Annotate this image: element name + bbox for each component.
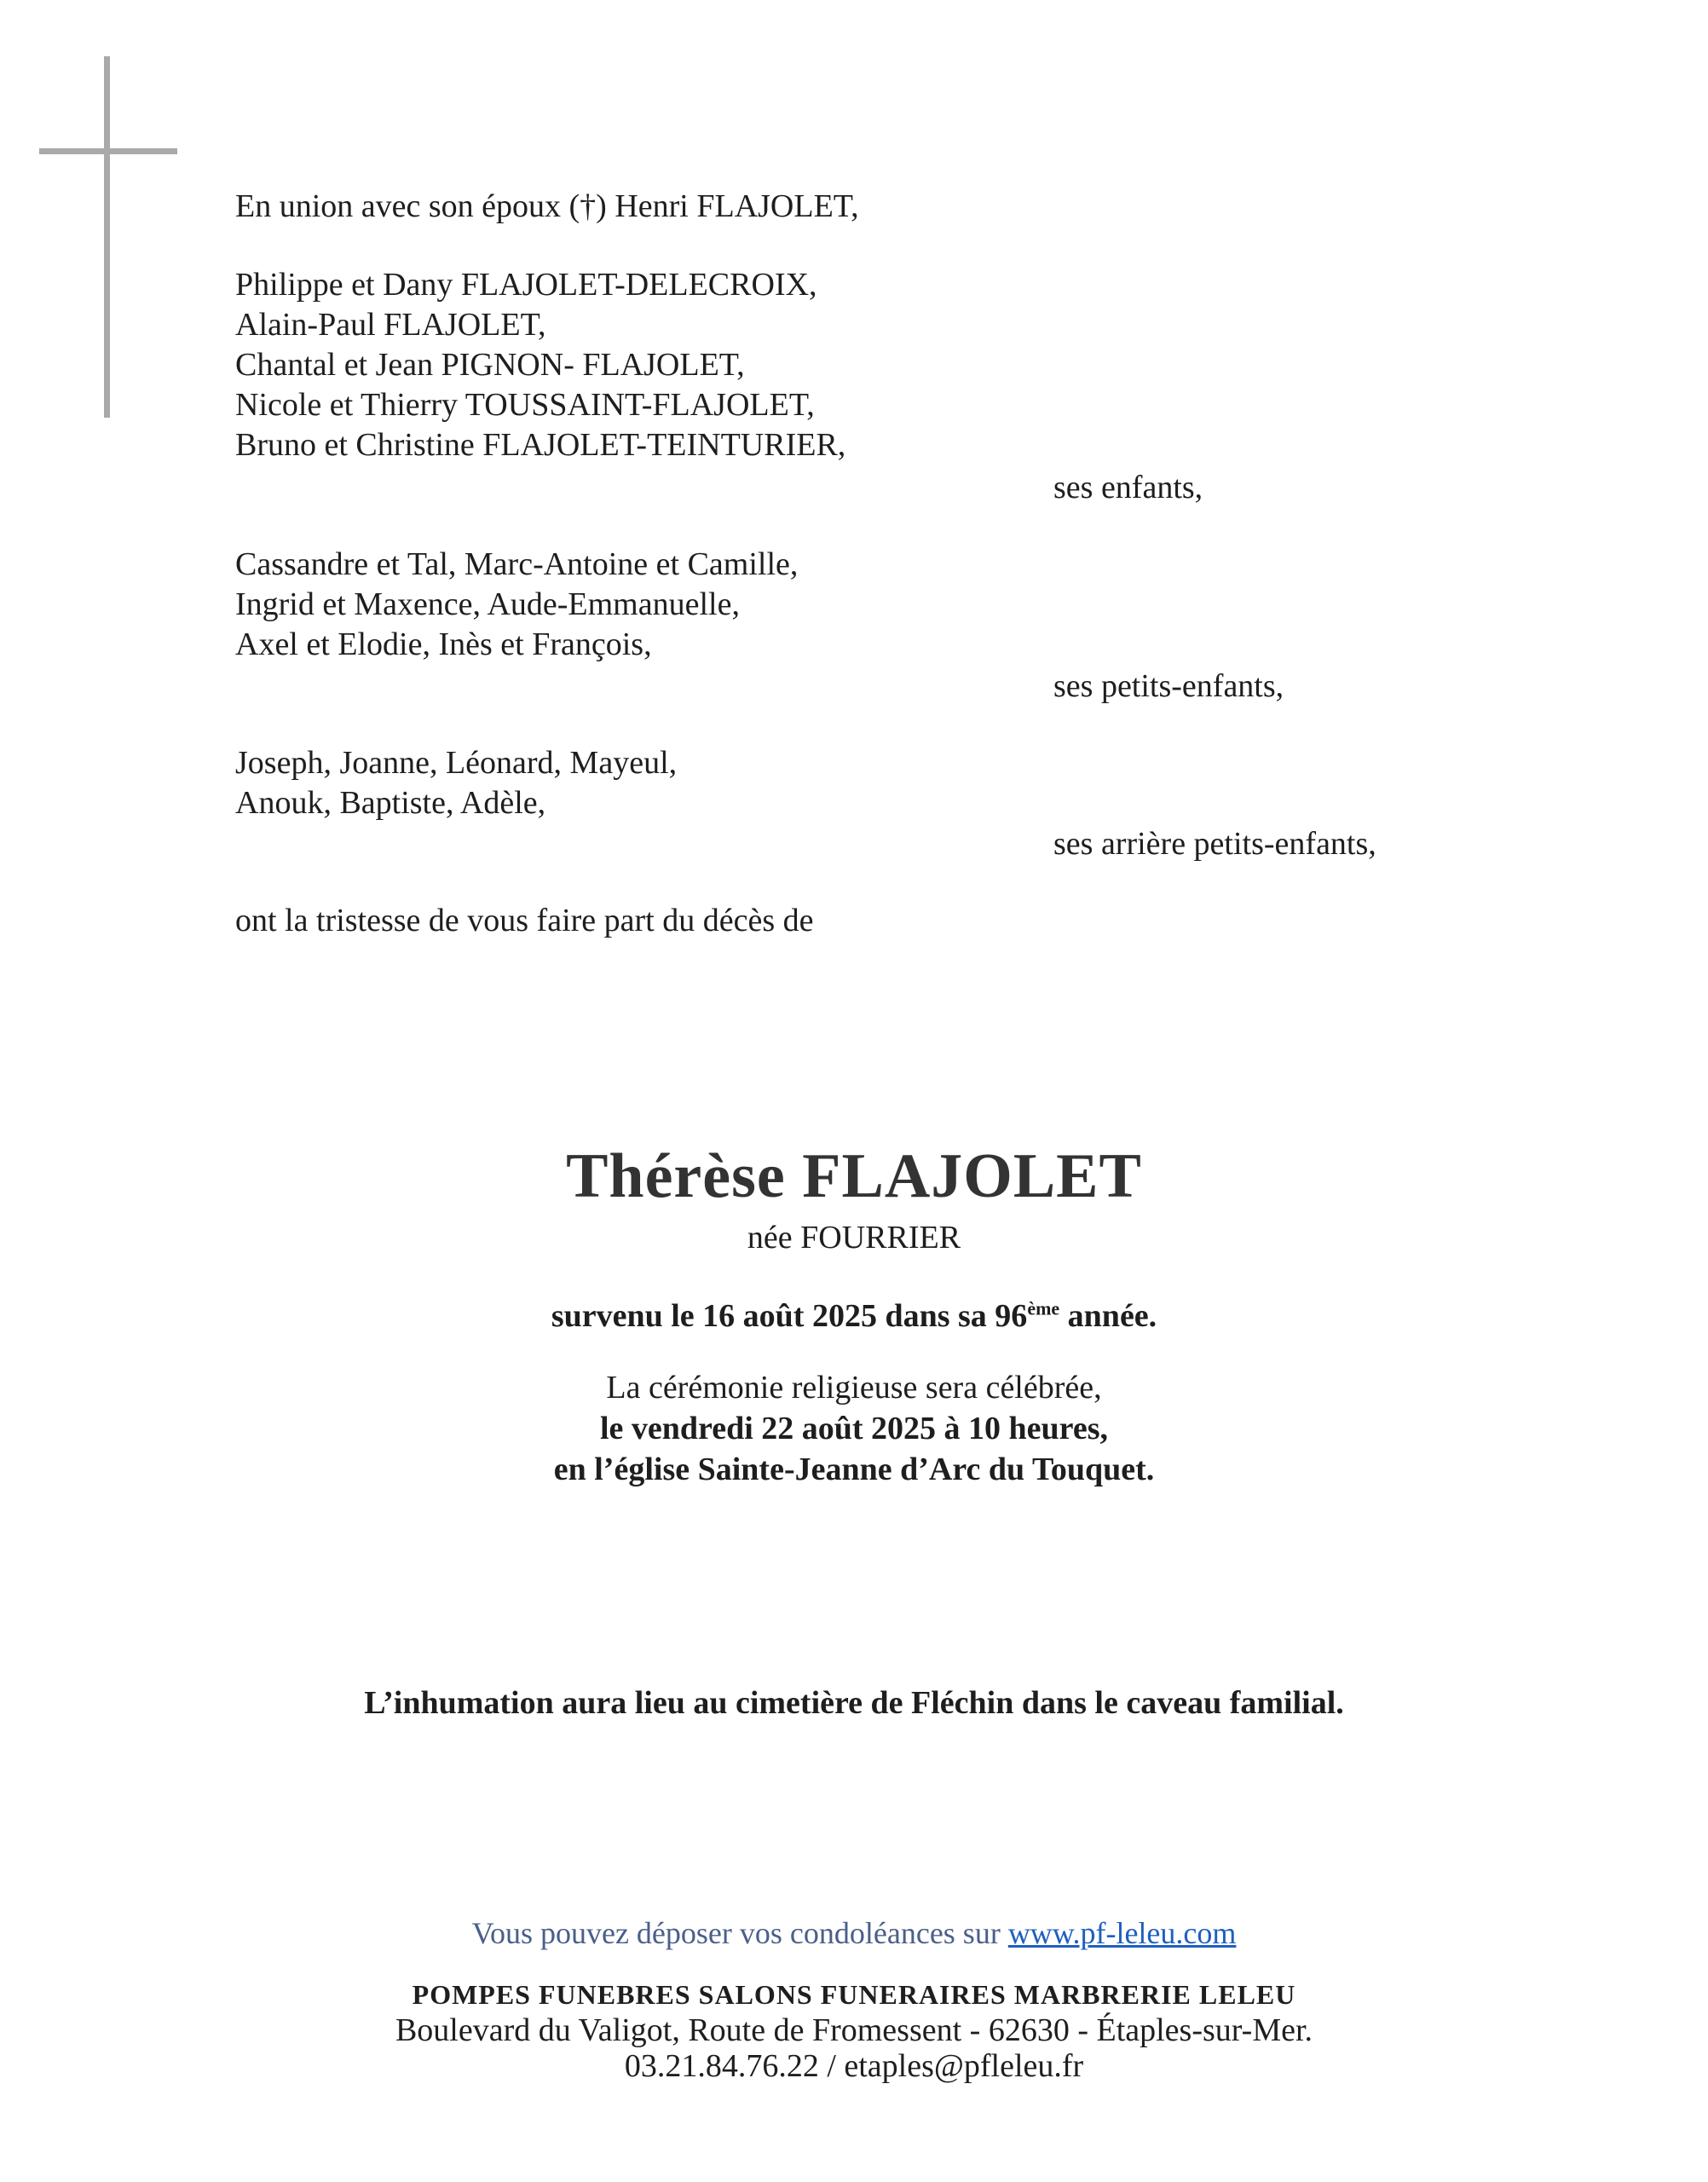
- ceremony-line-1: La cérémonie religieuse sera célébrée,: [606, 1370, 1102, 1406]
- announcement-line: ont la tristesse de vous faire part du décès de: [235, 903, 814, 938]
- great-grandchildren-2: Anouk, Baptiste, Adèle,: [235, 785, 546, 821]
- burial-line: L’inhumation aura lieu au cimetière de Fléchin dans le caveau familial.: [364, 1685, 1344, 1721]
- condolence-link[interactable]: www.pf-leleu.com: [1007, 1916, 1237, 1950]
- grandchildren-2: Ingrid et Maxence, Aude-Emmanuelle,: [235, 586, 740, 622]
- grandchildren-3: Axel et Elodie, Inès et François,: [235, 626, 652, 662]
- child-4: Nicole et Thierry TOUSSAINT-FLAJOLET,: [235, 387, 815, 423]
- great-grandchildren-1: Joseph, Joanne, Léonard, Mayeul,: [235, 745, 678, 781]
- ceremony-line-3: en l’église Sainte-Jeanne d’Arc du Touquet.: [553, 1452, 1155, 1487]
- death-ordinal: ème: [1027, 1297, 1060, 1319]
- condolence-text: Vous pouvez déposer vos condoléances sur: [471, 1916, 1008, 1950]
- ceremony-line-2: le vendredi 22 août 2025 à 10 heures,: [599, 1411, 1109, 1446]
- grandchildren-label: ses petits-enfants,: [1053, 668, 1284, 704]
- latin-cross-icon: [104, 56, 110, 418]
- great-grandchildren-label: ses arrière petits-enfants,: [1053, 826, 1376, 862]
- funeral-home-name: POMPES FUNEBRES SALONS FUNERAIRES MARBRERIE LELEU: [412, 1979, 1296, 2010]
- death-date-suffix: année.: [1059, 1298, 1157, 1334]
- funeral-home-address: Boulevard du Valigot, Route de Fromessent - 62630 - Étaples-sur-Mer.: [395, 2012, 1313, 2048]
- death-date-text: survenu le 16 août 2025 dans sa 96: [551, 1298, 1028, 1334]
- deceased-name: Thérèse FLAJOLET: [566, 1141, 1142, 1211]
- funeral-home-contact: 03.21.84.76.22 / etaples@pfleleu.fr: [624, 2048, 1084, 2084]
- spouse-line: En union avec son époux (†) Henri FLAJOLET,: [235, 188, 859, 224]
- grandchildren-1: Cassandre et Tal, Marc-Antoine et Camille,: [235, 546, 799, 582]
- child-1: Philippe et Dany FLAJOLET-DELECROIX,: [235, 267, 817, 303]
- child-3: Chantal et Jean PIGNON- FLAJOLET,: [235, 347, 745, 383]
- condolence-line: [0, 1913, 1708, 1954]
- maiden-name: née FOURRIER: [747, 1220, 961, 1256]
- children-label: ses enfants,: [1053, 470, 1203, 505]
- latin-cross-icon-crossbar: [39, 148, 177, 154]
- child-5: Bruno et Christine FLAJOLET-TEINTURIER,: [235, 427, 846, 463]
- child-2: Alain-Paul FLAJOLET,: [235, 307, 546, 343]
- death-date-line: [0, 1296, 1708, 1336]
